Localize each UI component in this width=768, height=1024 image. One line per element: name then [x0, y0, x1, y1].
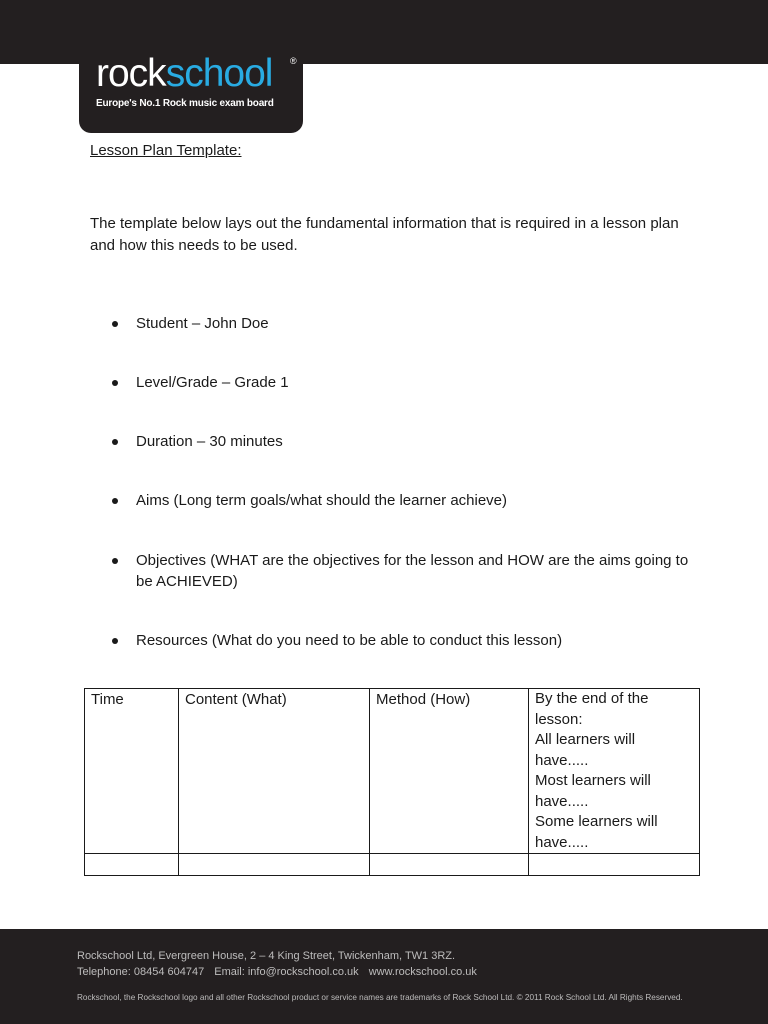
header-outcome	[529, 689, 700, 854]
rockschool-logo	[79, 40, 303, 133]
outcome-line: All learners will	[535, 731, 636, 748]
list-item-text: Duration – 30 minutes	[136, 433, 283, 450]
bullet-icon	[112, 321, 118, 327]
list-item-text: Objectives (WHAT are the objectives for the lesson and HOW are the aims going to be ACHIEVED)	[136, 552, 689, 590]
footer-email: Email: info@rockschool.co.uk	[214, 966, 359, 978]
bullet-icon	[112, 380, 118, 386]
footer-telephone: Telephone: 08454 604747	[77, 966, 205, 978]
outcome-line: have.....	[535, 792, 589, 810]
footer-website: www.rockschool.co.uk	[368, 966, 477, 978]
lesson-plan-table	[84, 688, 700, 876]
bullet-icon	[112, 558, 118, 564]
outcome-line: By the end of the	[535, 690, 649, 707]
document-title: Lesson Plan Template:	[90, 142, 242, 159]
logo-tagline: Europe's No.1 Rock music exam board	[96, 98, 274, 109]
header-method: Method (How)	[370, 689, 529, 854]
list-item-text: Student – John Doe	[136, 315, 269, 332]
bullet-icon	[112, 638, 118, 644]
table-header-row	[85, 689, 700, 854]
bullet-icon	[112, 498, 118, 504]
list-item-text: Aims (Long term goals/what should the learner achieve)	[136, 492, 508, 509]
list-item-text: Resources (What do you need to be able to conduct this lesson)	[136, 632, 563, 649]
registered-mark: ®	[290, 56, 297, 66]
logo-wordmark	[96, 54, 272, 93]
outcome-line: have.....	[535, 751, 589, 769]
footer-address: Rockschool Ltd, Evergreen House, 2 – 4 King Street, Twickenham, TW1 3RZ.	[77, 950, 456, 962]
table-cell-time	[85, 854, 179, 876]
footer-legal: Rockschool, the Rockschool logo and all other Rockschool product or service names are trademarks of Rock School Ltd. © 2011 Rock School Ltd. All Rights Reserved.	[77, 993, 683, 1002]
outcome-line: Most learners will	[535, 772, 651, 789]
page-footer	[0, 929, 768, 1024]
header-time: Time	[85, 689, 179, 854]
outcome-line: Some learners will	[535, 813, 658, 830]
table-cell-content	[179, 854, 370, 876]
list-item-text: Level/Grade – Grade 1	[136, 374, 289, 391]
outcome-line: lesson:	[535, 710, 583, 728]
logo-word-school: school	[165, 52, 273, 95]
table-cell-outcome	[529, 854, 700, 876]
footer-contact	[77, 966, 477, 978]
table-cell-method	[370, 854, 529, 876]
table-row	[85, 854, 700, 876]
intro-paragraph: The template below lays out the fundamental information that is required in a lesson plan and how this needs to be used.	[90, 215, 679, 254]
bullet-icon	[112, 439, 118, 445]
logo-word-rock: rock	[96, 52, 166, 95]
outcome-line: have.....	[535, 833, 589, 851]
header-content: Content (What)	[179, 689, 370, 854]
